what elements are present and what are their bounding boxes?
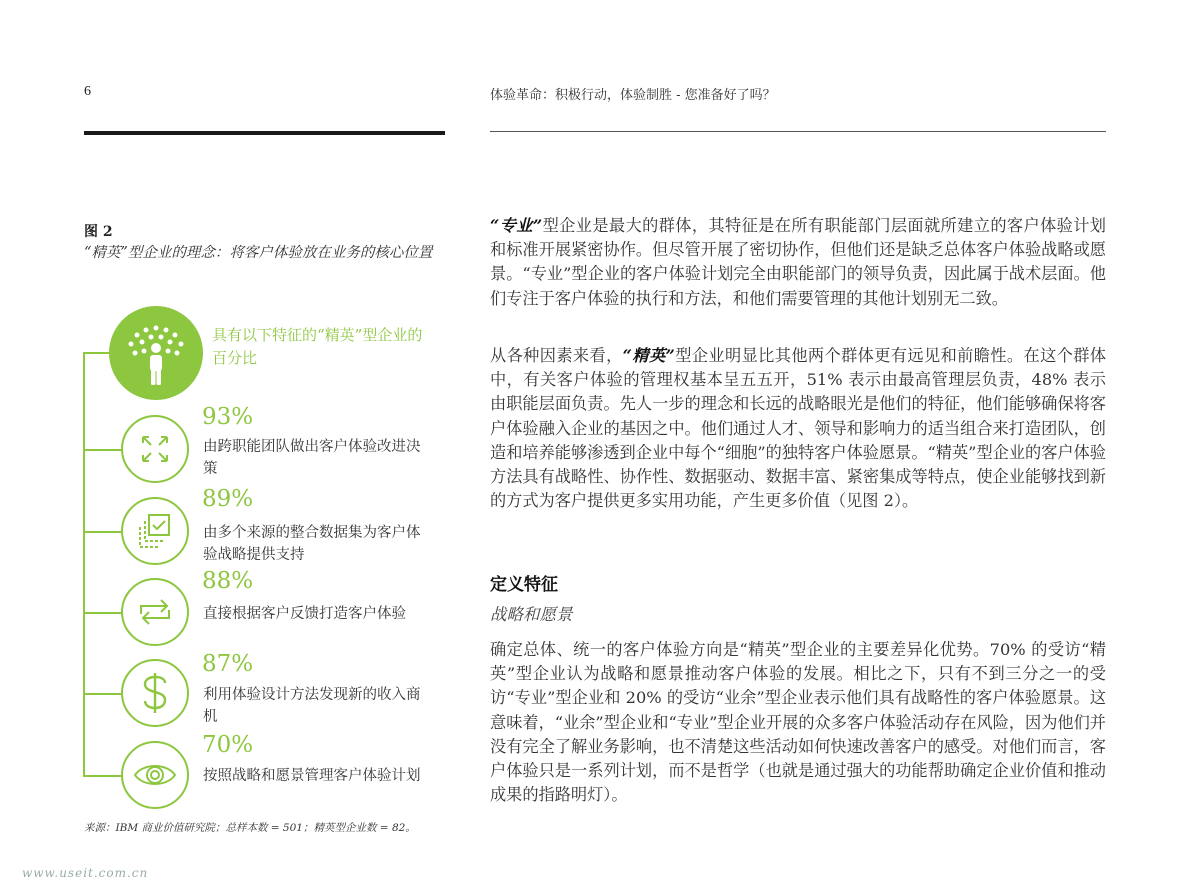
connector-branch (83, 449, 123, 451)
section-heading: 定义特征 (490, 575, 558, 595)
figure-caption: “精英”型企业的理念：将客户体验放在业务的核心位置 (84, 245, 433, 261)
figure-source: 来源：IBM 商业价值研究院；总样本数 = 501；精英型企业数 = 82。 (84, 822, 416, 834)
expand-arrows-icon (121, 415, 189, 483)
watermark: www.useit.com.cn (22, 866, 149, 880)
paragraph-professional (490, 214, 1106, 311)
emphasis-elite: “精英” (622, 346, 675, 365)
connector-branch (83, 612, 123, 614)
item-description: 利用体验设计方法发现新的收入商机 (203, 687, 421, 725)
paragraph-elite (490, 344, 1106, 513)
exchange-arrows-icon (121, 578, 189, 646)
item-description: 由多个来源的整合数据集为客户体验战略提供支持 (203, 525, 421, 563)
checkbox-layers-icon (121, 497, 189, 565)
item-description: 直接根据客户反馈打造客户体验 (203, 606, 406, 622)
connector-branch (83, 531, 123, 533)
paragraph-text: 型企业明显比其他两个群体更有远见和前瞻性。在这个群体中，有关客户体验的管理权基本呈五五开，51% 表示由最高管理层负责，48% 表示由职能层面负责。先人一步的理念和长远的战略眼光是他们的特征，他们能够确保将客户体验融入企业的基因之中。他们通过人才、领导和影响力的适当组合来打造团队，创造和培养能够渗透到企业中每个“细胞”的独特客户体验愿景。“精英”型企业的客户体验方法具有战略性、协作性、数据驱动、数据丰富、紧密集成等特点，使企业能够找到新的方式为客户提供更多实用功能，产生更多价值（见图 2）。 (490, 346, 1107, 511)
item-percent: 87% (202, 651, 254, 677)
figure-connector-line (83, 353, 85, 776)
item-percent: 88% (202, 568, 254, 594)
item-percent: 70% (202, 732, 254, 758)
page-number: 6 (84, 84, 91, 99)
paragraph-strategy: 确定总体、统一的客户体验方向是“精英”型企业的主要差异化优势。70% 的受访“精英”型企业认为战略和愿景推动客户体验的发展。相比之下，只有不到三分之一的受访“专业”型企业和 20% 的受访“业余”型企业表示他们具有战略性的客户体验愿景。这意味着，“业余”型企业和“专业”型企业开展的众多客户体验活动存在风险，因为他们并没有完全了解业务影响，也不清楚这些活动如何快速改善客户的感受。对他们而言，客户体验只是一系列计划，而不是哲学（也就是通过强大的功能帮助确定企业价值和推动成果的指路明灯）。 (490, 640, 1106, 805)
connector-branch (83, 775, 123, 777)
figure-label: 图 2 (84, 224, 113, 240)
paragraph-text: 型企业是最大的群体，其特征是在所有职能部门层面就所建立的客户体验计划和标准开展紧密协作。但尽管开展了密切协作，但他们还是缺乏总体客户体验战略或愿景。“专业”型企业的客户体验计划完全由职能部门的领导负责，因此属于战术层面。他们专注于客户体验的执行和方法，和他们需要管理的其他计划别无二致。 (490, 216, 1106, 308)
item-percent: 89% (202, 486, 254, 512)
eye-icon (121, 741, 189, 809)
figure-title: 具有以下特征的“精英”型企业的百分比 (212, 326, 423, 367)
left-header-rule (84, 131, 445, 135)
connector-branch (83, 352, 111, 354)
paragraph-text: 从各种因素来看， (490, 346, 623, 365)
emphasis-professional: “专业” (490, 216, 543, 235)
right-header-rule (490, 131, 1106, 132)
item-percent: 93% (202, 404, 254, 430)
sub-heading: 战略和愿景 (490, 605, 573, 624)
item-description: 按照战略和愿景管理客户体验计划 (203, 768, 421, 784)
dollar-sign-icon (121, 659, 189, 727)
running-title: 体验革命：积极行动，体验制胜 - 您准备好了吗？ (490, 88, 776, 103)
item-description: 由跨职能团队做出客户体验改进决策 (203, 439, 421, 477)
elite-people-icon (109, 306, 203, 400)
connector-branch (83, 693, 123, 695)
